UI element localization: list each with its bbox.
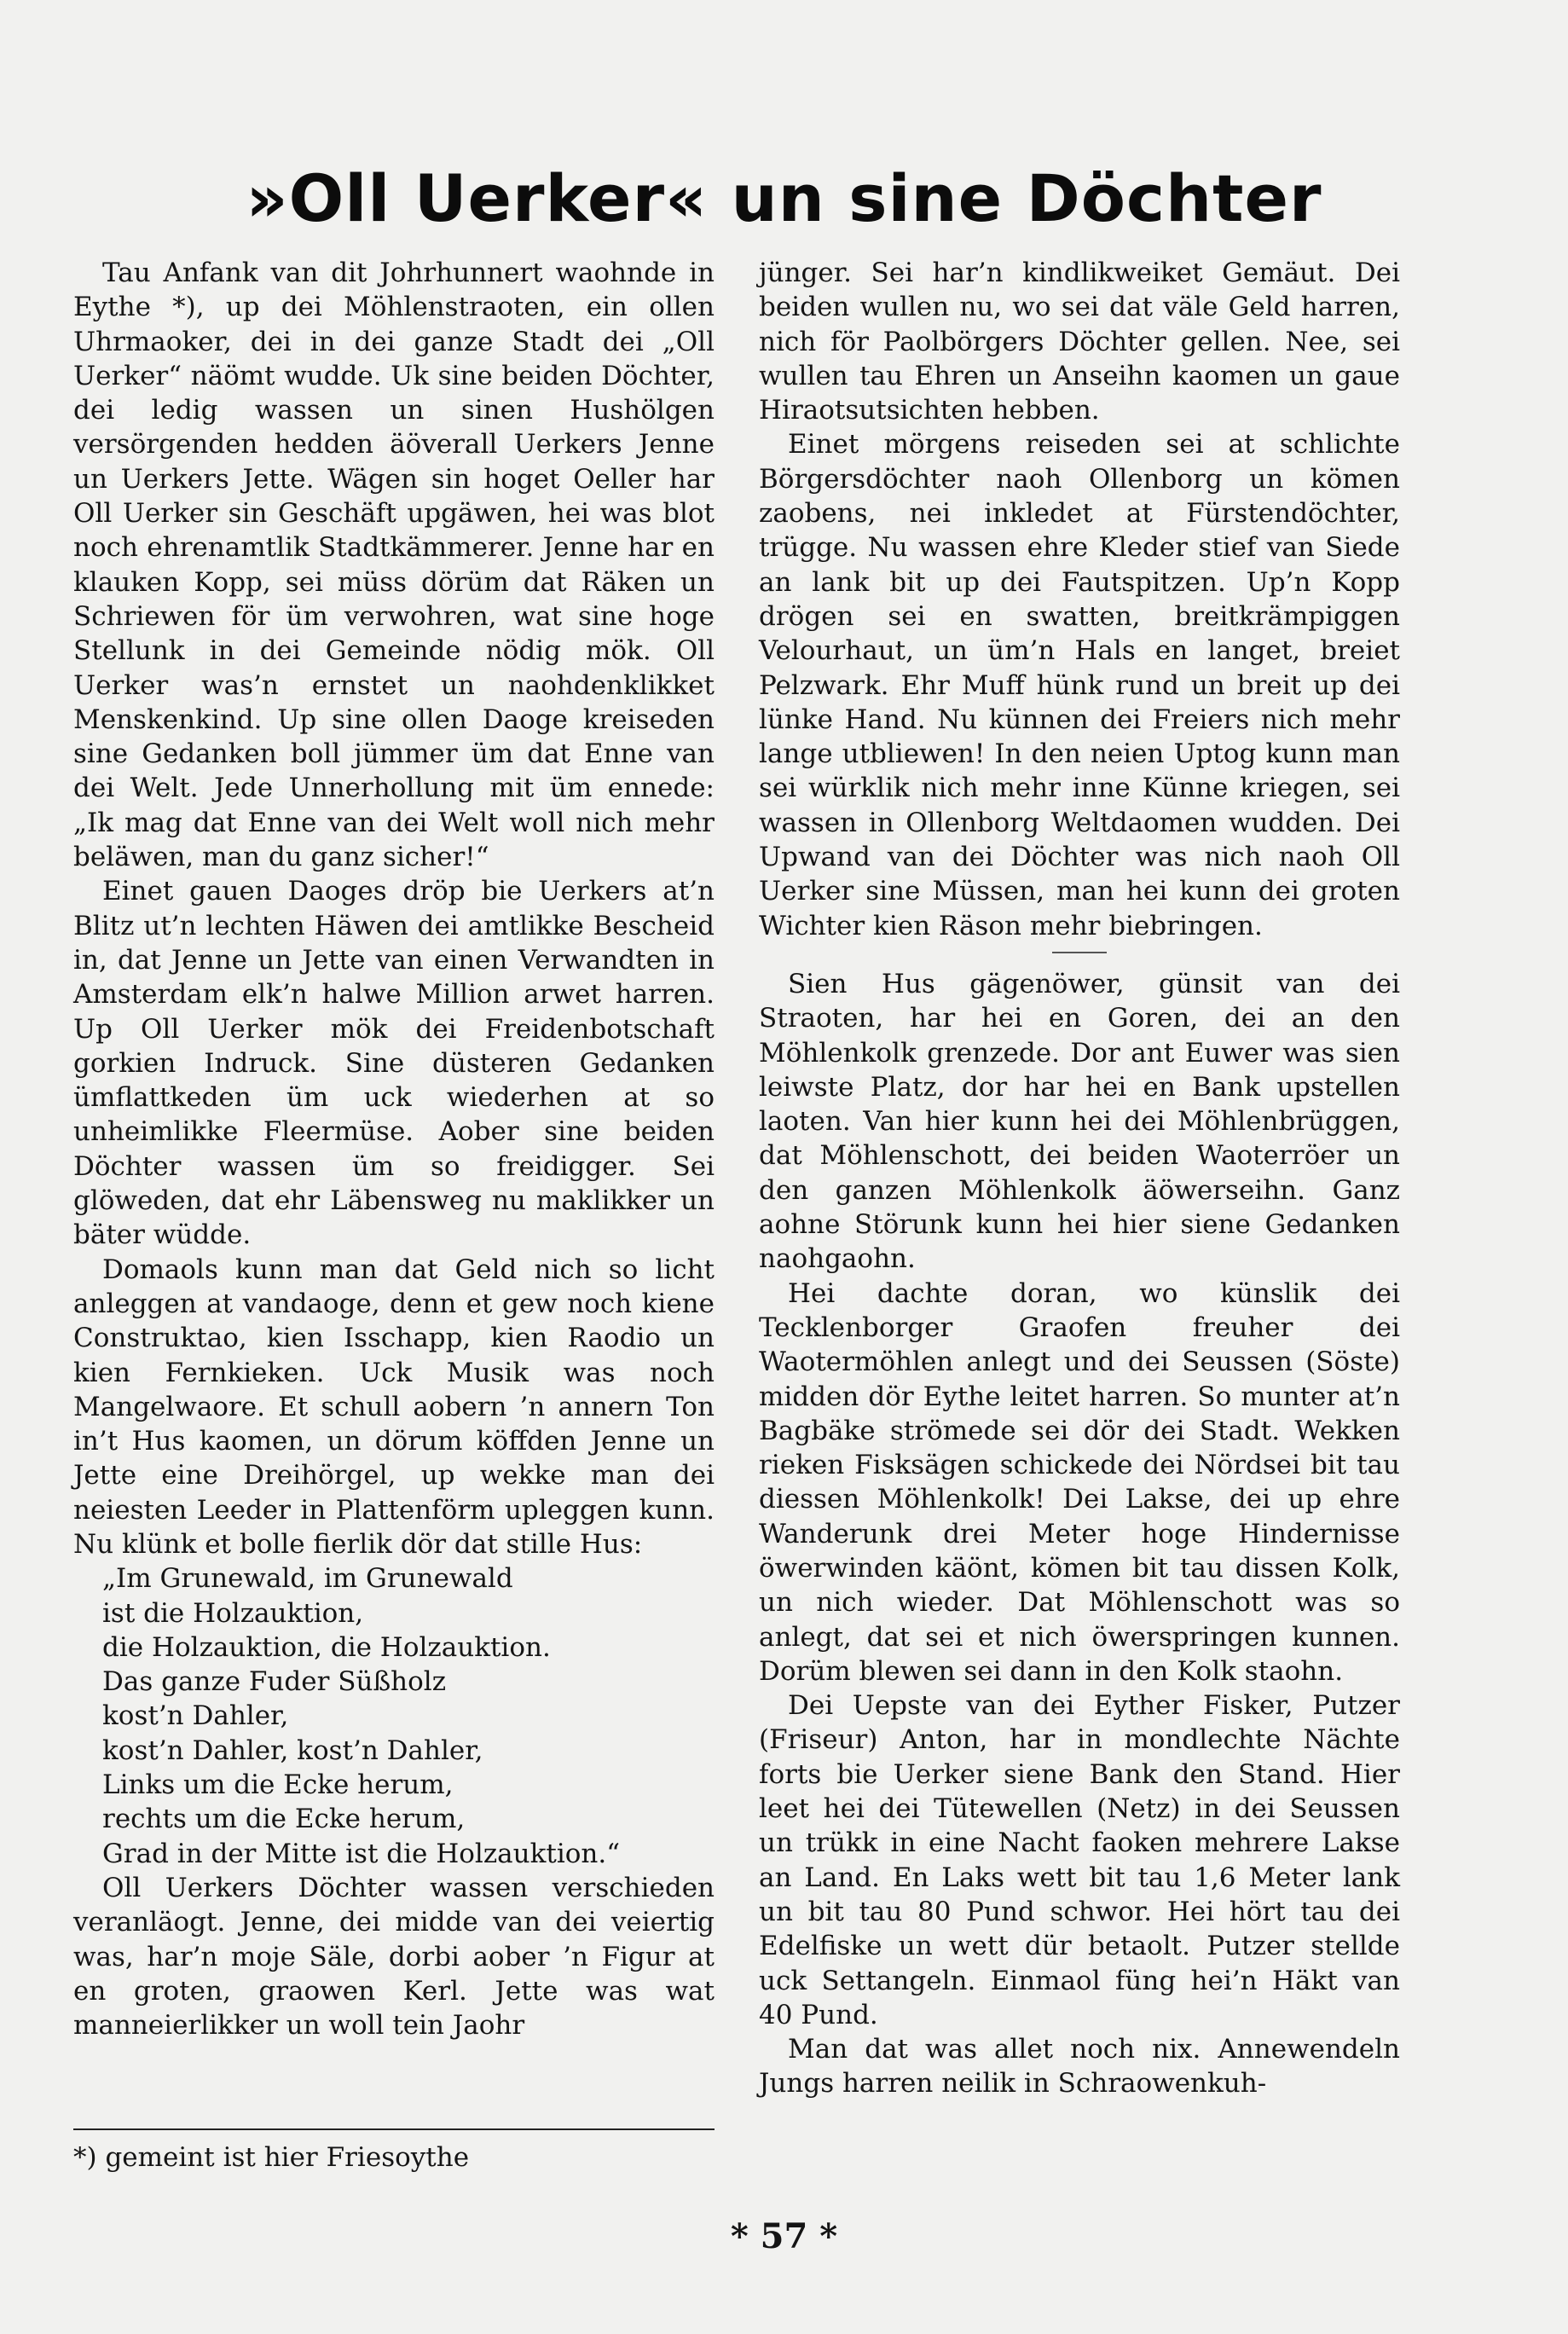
paragraph: Einet mörgens reiseden sei at schlichte Börgersdöchter naoh Ollenborg un kömen zaobens, nei inkledet at Fürstendöchter, trügge. Nu wassen ehre Kleder stief van Siede an lank bit up dei Fautspitzen. Up’n Kopp drögen sei en swatten, breitkrämpiggen Velourhaut, un üm’n Hals en langet, breiet Pelzwark. Ehr Muff hünk rund un breit up dei lünke Hand. Nu künnen dei Freiers nich mehr lange utbliewen! In den neien Uptog kunn man sei würklik nich mehr inne Künne kriegen, sei wassen in Ollenborg Weltdaomen wudden. Dei Upwand van dei Döchter was nich naoh Oll Uerker sine Müssen, man hei kunn dei groten Wichter kien Räson mehr biebringen. <box>759 429 1400 941</box>
right-column <box>759 256 1400 2101</box>
paragraph: Hei dachte doran, wo künslik dei Tecklenborger Graofen freuher dei Waotermöhlen anlegt und dei Seussen (Söste) midden dör Eythe leitet harren. So munter at’n Bagbäke strömede sei dör dei Stadt. Wekken rieken Fisksägen schickede dei Nördsei bit tau diessen Möhlenkolk! Dei Lakse, dei up ehre Wanderunk drei Meter hoge Hindernisse öwerwinden käönt, kömen bit tau dissen Kolk, un nich wieder. Dat Möhlenschott was so anlegt, dat sei et nich öwerspringen kunnen. Dorüm blewen sei dann in den Kolk staohn. <box>759 1277 1400 1687</box>
paragraph: Tau Anfank van dit Johrhunnert waohnde in Eythe *), up dei Möhlenstraoten, ein ollen Uhrmaoker, dei in dei ganze Stadt dei „Oll Uerker“ näömt wudde. Uk sine beiden Döchter, dei ledig wassen un sinen Hushölgen versörgenden hedden äöverall Uerkers Jenne un Uerkers Jette. Wägen sin hoget Oeller har Oll Uerker sin Geschäft upgäwen, hei was blot noch ehrenamtlik Stadtkämmerer. Jenne har en klauken Kopp, sei müss dörüm dat Räken un Schriewen för üm verwohren, wat sine hoge Stellunk in dei Gemeinde nödig mök. Oll Uerker was’n ernstet un naohdenklikket Menskenkind. Up sine ollen Daoge kreiseden sine Gedanken boll jümmer üm dat Enne van dei Welt. Jede Unnerhollung mit üm ennede: „Ik mag dat Enne van dei Welt woll nich mehr beläwen, man du ganz sicher!“ <box>73 258 715 873</box>
paragraph: Domaols kunn man dat Geld nich so licht anleggen at vandaoge, denn et gew noch kiene Construktao, kien Isschapp, kien Raodio un kien Fernkieken. Uck Musik was noch Mangelwaore. Et schull aobern ’n annern Ton in’t Hus kaomen, un dörum köffden Jenne un Jette eine Dreihörgel, up wekke man dei neiesten Leeder in Plattenförm upleggen kunn. Nu klünk et bolle fierlik dör dat stille Hus: <box>73 1254 715 1560</box>
paragraph: jünger. Sei har’n kindlikweiket Gemäut. Dei beiden wullen nu, wo sei dat väle Geld harren, nich för Paolbörgers Döchter gellen. Nee, sei wullen tau Ehren un Anseihn kaomen un gaue Hiraotsutsichten hebben. <box>759 258 1400 426</box>
verse-line: „Im Grunewald, im Grunewald <box>102 1563 513 1595</box>
verse-line: kost’n Dahler, <box>102 1700 289 1732</box>
verse-line: Das ganze Fuder Süßholz <box>102 1666 447 1698</box>
verse-line: kost’n Dahler, kost’n Dahler, <box>102 1735 483 1766</box>
paragraph: Sien Hus gägenöwer, günsit van dei Straoten, har hei en Goren, dei an den Möhlenkolk grenzede. Dor ant Euwer was sien leiwste Platz, dor har hei en Bank upstellen laoten. Van hier kunn hei dei Möhlenbrüggen, dat Möhlenschott, dei beiden Waoterröer un den ganzen Möhlenkolk äöwerseihn. Ganz aohne Störunk kunn hei hier siene Gedanken naohgaohn. <box>759 968 1400 1275</box>
verse-line: Grad in der Mitte ist die Holzauktion.“ <box>102 1838 621 1869</box>
footnote: *) gemeint ist hier Friesoythe <box>73 2142 470 2173</box>
verse-line: ist die Holzauktion, <box>102 1597 364 1629</box>
article-title: »Oll Uerker« un sine Döchter <box>246 160 1322 236</box>
footnote-rule <box>73 2128 715 2130</box>
left-column <box>73 256 715 2042</box>
page-number: * 57 * <box>730 2216 838 2256</box>
paragraph: Oll Uerkers Döchter wassen verschieden veranläogt. Jenne, dei midde van dei veiertig was, har’n moje Säle, dorbi aober ’n Figur at en groten, graowen Kerl. Jette was wat manneierlikker un woll tein Jaohr <box>73 1872 715 2042</box>
paragraph: Man dat was allet noch nix. Annewendeln Jungs harren neilik in Schraowenkuh- <box>759 2034 1400 2099</box>
section-divider <box>1052 952 1107 953</box>
paragraph: Einet gauen Daoges dröp bie Uerkers at’n Blitz ut’n lechten Häwen dei amtlikke Bescheid in, dat Jenne un Jette van einen Verwandten in Amsterdam elk’n halwe Million arwet harren. Up Oll Uerker mök dei Freidenbotschaft gorkien Indruck. Sine düsteren Gedanken ümflattkeden üm uck wiederhen at so unheimlikke Fleermüse. Aober sine beiden Döchter wassen üm so freidigger. Sei glöweden, dat ehr Läbensweg nu maklikker un bäter wüdde. <box>73 876 715 1251</box>
paragraph: Dei Uepste van dei Eyther Fisker, Putzer (Friseur) Anton, har in mondlechte Nächte forts bie Uerker siene Bank den Stand. Hier leet hei dei Tütewellen (Netz) in dei Seussen un trükk in eine Nacht faoken mehrere Lakse an Land. En Laks wett bit tau 1,6 Meter lank un bit tau 80 Pund schwor. Hei hört tau dei Edelfiske un wett dür betaolt. Putzer stellde uck Settangeln. Einmaol füng hei’n Häkt van 40 Pund. <box>759 1690 1400 2030</box>
verse-line: die Holzauktion, die Holzauktion. <box>102 1631 551 1663</box>
verse-line: rechts um die Ecke herum, <box>102 1804 466 1835</box>
verse-line: Links um die Ecke herum, <box>102 1769 454 1801</box>
song-verse <box>73 1561 715 1871</box>
